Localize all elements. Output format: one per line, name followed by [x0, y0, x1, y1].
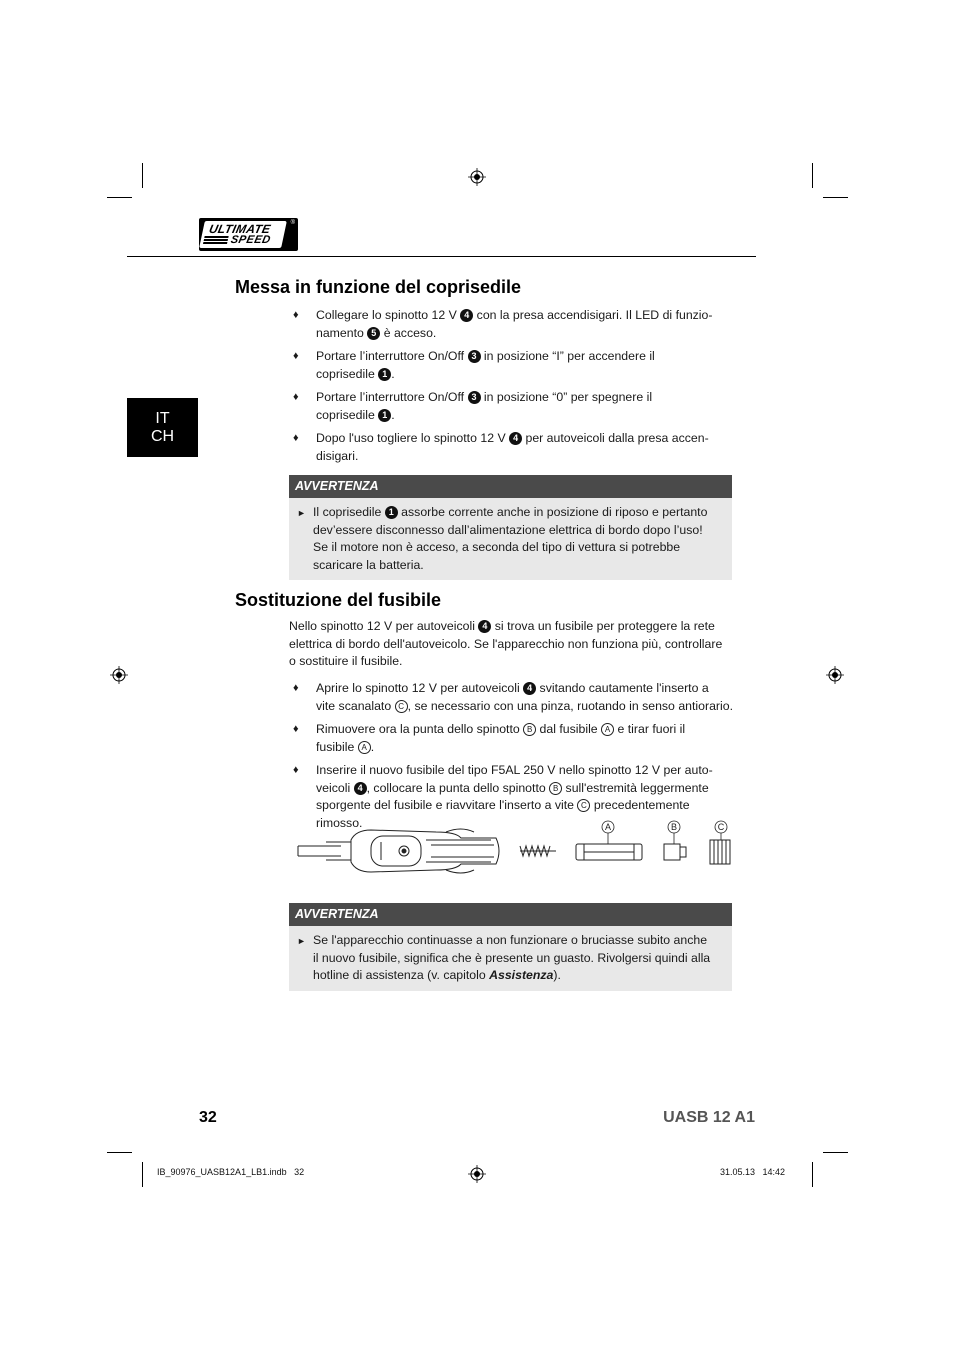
part-number-badge: 5 [367, 327, 380, 340]
diamond-bullet-icon: ♦ [293, 723, 299, 735]
diagram-label-c: C [717, 822, 725, 832]
brand-logo [199, 218, 298, 251]
part-number-badge: 1 [378, 368, 391, 381]
cable-icon [298, 842, 351, 860]
part-number-badge: 4 [354, 782, 367, 795]
diamond-bullet-icon: ♦ [293, 391, 299, 403]
part-letter-label: C [577, 799, 590, 812]
language-tab-line1: IT [155, 409, 170, 427]
logo-top-text: ULTIMATE [207, 222, 272, 236]
operation-steps [289, 307, 734, 471]
part-letter-label: B [523, 723, 536, 736]
part-number-badge: 4 [509, 432, 522, 445]
diagram-label-a: A [604, 822, 612, 832]
registration-mark-icon [110, 666, 128, 684]
header-rule [127, 256, 756, 257]
part-number-badge: 4 [523, 682, 536, 695]
diamond-bullet-icon: ♦ [293, 350, 299, 362]
list-item: ♦ Portare l’interruttore On/Off 3 in posizione “0” per spegnere il coprisedile 1 . [293, 390, 653, 422]
warning-box [289, 475, 732, 580]
print-slug-file: IB_90976_UASB12A1_LB1.indb 32 [157, 1167, 305, 1177]
plug-body-icon [351, 829, 499, 873]
list-item: ♦ Portare l’interruttore On/Off 3 in posizione “I” per accendere il coprisedile 1 . [293, 349, 655, 381]
crop-mark [823, 1152, 848, 1153]
crop-mark [812, 1162, 813, 1187]
print-slug-date: 31.05.13 14:42 [720, 1167, 786, 1177]
diagram-label-b: B [670, 822, 678, 832]
list-item: ♦ Dopo l'uso togliere lo spinotto 12 V 4 per autoveicoli dalla presa accen- disigari. [293, 431, 709, 463]
page-number: 32 [199, 1109, 217, 1126]
part-number-badge: 3 [468, 391, 481, 404]
diamond-bullet-icon: ♦ [293, 432, 299, 444]
list-item: ♦ Rimuovere ora la punta dello spinotto B dal fusibile A e tirar fuori il fusibile A . [293, 722, 686, 754]
part-number-badge: 4 [460, 309, 473, 322]
part-number-badge: 4 [478, 620, 491, 633]
registration-mark-icon [468, 1165, 486, 1183]
crop-mark [107, 197, 132, 198]
crop-mark [823, 197, 848, 198]
fuse-steps [289, 680, 734, 838]
list-item: ♦ Aprire lo spinotto 12 V per autoveicoli 4 svitando cautamente l'inserto a vite scanalato C , se necessario con una pinza, ruotando in senso antiorario. [293, 681, 733, 713]
part-number-badge: 1 [385, 506, 398, 519]
spring-icon [520, 846, 556, 856]
crop-mark [812, 163, 813, 188]
logo-reg-mark: ® [290, 220, 295, 226]
diamond-bullet-icon: ♦ [293, 682, 299, 694]
plug-tip-icon [664, 844, 686, 860]
part-letter-label: C [395, 700, 408, 713]
part-number-badge: 3 [468, 350, 481, 363]
warning-body: ► Se l'apparecchio continuasse a non funzionare o bruciasse subito anche il nuovo fusibile, significa che è presente un guasto. Rivolgersi quindi alla hotline di assistenza (v. capitolo Assistenza). [297, 933, 711, 982]
language-tab [127, 398, 198, 457]
section-title-operation: Messa in funzione del coprisedile [235, 277, 522, 297]
model-number: UASB 12 A1 [663, 1109, 755, 1126]
screw-insert-icon [710, 840, 730, 864]
arrow-right-icon: ► [297, 508, 306, 518]
crop-mark [142, 1162, 143, 1187]
part-letter-label: B [549, 782, 562, 795]
warning-heading: AVVERTENZA [289, 475, 732, 498]
fuse-icon [576, 844, 642, 860]
diamond-bullet-icon: ♦ [293, 309, 299, 321]
logo-bottom-text: SPEED [229, 234, 272, 246]
diamond-bullet-icon: ♦ [293, 764, 299, 776]
warning-box [289, 903, 732, 991]
crop-mark [107, 1152, 132, 1153]
list-item: ♦ Collegare lo spinotto 12 V 4 con la presa accendisigari. Il LED di funzio- namento 5 è acceso. [293, 308, 713, 340]
warning-heading: AVVERTENZA [289, 903, 732, 926]
list-item: ♦ Inserire il nuovo fusibile del tipo F5AL 250 V nello spinotto 12 V per auto- veicoli 4 , collocare la punta dello spinotto B sull'estremità leggermente sporgente del fusibile e riavvitare l'inserto a vite C precedentemente rimosso. [293, 763, 713, 830]
fuse-intro: Nello spinotto 12 V per autoveicoli 4 si trova un fusibile per proteggere la rete elettrica di bordo dell'autoveicolo. Se l'apparecchio non funziona più, controllare o sostituire il fusibile. [289, 619, 723, 668]
section-title-fuse: Sostituzione del fusibile [235, 590, 442, 610]
plug-exploded-diagram [296, 818, 736, 898]
language-tab-line2: CH [150, 427, 175, 445]
part-letter-label: A [601, 723, 614, 736]
registration-mark-icon [826, 666, 844, 684]
registration-mark-icon [468, 168, 486, 186]
crop-mark [142, 163, 143, 188]
part-number-badge: 1 [378, 409, 391, 422]
part-letter-label: A [358, 741, 371, 754]
warning-body: ► Il coprisedile 1 assorbe corrente anche in posizione di riposo e pertanto dev’essere disconnesso dall’alimentazione elettrica di bordo dopo l’uso! Se il motore non è acceso, a seconda del tipo di vettura si potrebbe scaricare la batteria. [297, 505, 708, 572]
arrow-right-icon: ► [297, 936, 306, 946]
